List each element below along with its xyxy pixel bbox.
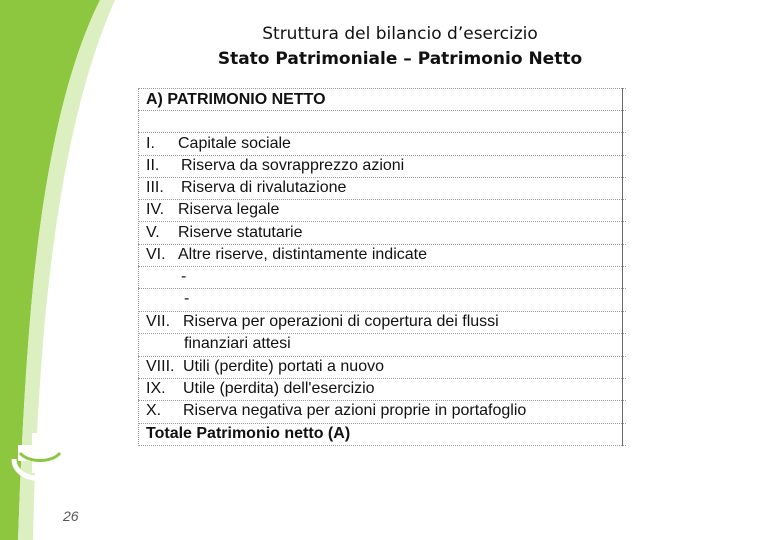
table-row bbox=[146, 312, 499, 331]
row-label: Altre riserve, distintamente indicate bbox=[178, 246, 427, 263]
cross-logo-icon bbox=[10, 433, 70, 533]
row-number: III. bbox=[146, 179, 164, 196]
table-row bbox=[146, 134, 291, 153]
row-number: IV. bbox=[146, 201, 165, 218]
table-row: finanziari attesi bbox=[184, 335, 291, 352]
row-label: Riserva da sovrapprezzo azioni bbox=[181, 157, 405, 174]
slide-subtitle: Stato Patrimoniale – Patrimonio Netto bbox=[217, 49, 583, 69]
row-number: VII. bbox=[146, 313, 171, 330]
row-number: IX. bbox=[146, 380, 166, 397]
table-row bbox=[146, 379, 375, 398]
page-number: 26 bbox=[63, 508, 79, 524]
table-row bbox=[146, 245, 427, 264]
row-label: Riserva per operazioni di copertura dei flussi bbox=[183, 313, 499, 330]
table-row bbox=[146, 401, 526, 420]
table-row bbox=[146, 223, 303, 242]
table-total: Totale Patrimonio netto (A) bbox=[146, 425, 351, 442]
row-number: X. bbox=[146, 402, 162, 419]
balance-sheet-table bbox=[138, 88, 626, 446]
row-number: VI. bbox=[146, 246, 166, 263]
row-label: Riserva negativa per azioni proprie in portafoglio bbox=[183, 402, 527, 419]
slide-title: Struttura del bilancio d’esercizio bbox=[262, 24, 538, 44]
table-row bbox=[146, 178, 346, 197]
row-label: Utili (perdite) portati a nuovo bbox=[183, 358, 384, 375]
table-row bbox=[146, 156, 404, 175]
row-label: Riserva di rivalutazione bbox=[181, 179, 347, 196]
table-row bbox=[146, 357, 384, 376]
row-number: II. bbox=[146, 157, 160, 174]
table-row: - bbox=[184, 290, 190, 307]
row-label: Riserva legale bbox=[178, 201, 280, 218]
table-row bbox=[146, 200, 279, 219]
row-number: V. bbox=[146, 224, 160, 241]
row-label: Utile (perdita) dell'esercizio bbox=[183, 380, 375, 397]
table-header: A) PATRIMONIO NETTO bbox=[146, 91, 326, 108]
row-number: VIII. bbox=[146, 358, 175, 375]
row-number: I. bbox=[146, 135, 155, 152]
row-label: Capitale sociale bbox=[178, 135, 291, 152]
table-row: - bbox=[181, 268, 187, 285]
row-label: Riserve statutarie bbox=[178, 224, 303, 241]
